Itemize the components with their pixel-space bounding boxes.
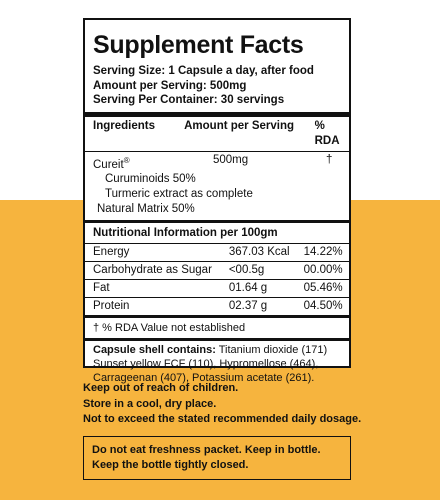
- table-row: Fat 01.64 g 05.46%: [85, 280, 349, 298]
- sub-ingredient: Curuminoids 50%: [105, 173, 196, 186]
- warning-line: Store in a cool, dry place.: [83, 397, 217, 410]
- ingredient-name: Cureit®: [93, 155, 130, 171]
- sub-ingredient: Natural Matrix 50%: [97, 203, 195, 216]
- ingredient-main-row: [93, 152, 343, 173]
- table-row: Protein 02.37 g 04.50%: [93, 300, 343, 313]
- capsule-info: Capsule shell contains: Titanium dioxide (171) Sunset yellow FCF (110), Hypromellose (464), Carrageenan (407), Potassium acetate (261).: [93, 344, 328, 385]
- table-row: Carbohydrate as Sugar <00.5g 00.00%: [85, 262, 349, 280]
- header-ingredients: Ingredients: [93, 119, 155, 132]
- servings-per-container: Serving Per Container: 30 servings: [93, 94, 285, 106]
- header-amount: Amount per Serving: [184, 119, 295, 132]
- packet-notice-box: [83, 436, 351, 480]
- packet-notice-line: Keep the bottle tightly closed.: [92, 459, 249, 471]
- warnings: [83, 381, 361, 428]
- nutrition-header: Nutritional Information per 100gm: [93, 227, 278, 240]
- warning-line: Keep out of reach of children.: [83, 382, 239, 394]
- sub-ingredient: Turmeric extract as complete: [105, 188, 253, 201]
- nutrition-table: [91, 244, 343, 315]
- ingredient-rda: †: [326, 153, 333, 166]
- ingredients-header: [93, 117, 343, 151]
- warning-line: Not to exceed the stated recommended daily dosage.: [83, 413, 362, 425]
- panel-title: Supplement Facts: [93, 31, 304, 59]
- capsule-label: Capsule shell contains:: [93, 344, 216, 357]
- supplement-facts-panel: [83, 18, 351, 385]
- packet-notice-line: Do not eat freshness packet. Keep in bottle.: [92, 444, 321, 456]
- registered-mark: ®: [123, 155, 130, 165]
- amount-per-serving: Amount per Serving: 500mg: [93, 79, 247, 92]
- serving-size: Serving Size: 1 Capsule a day, after food: [93, 65, 314, 77]
- ingredient-amount: 500mg: [213, 153, 249, 166]
- table-row: Energy 367.03 Kcal 14.22%: [85, 244, 349, 262]
- header-rda: % RDA: [314, 119, 340, 147]
- rda-note: † % RDA Value not established: [93, 322, 246, 335]
